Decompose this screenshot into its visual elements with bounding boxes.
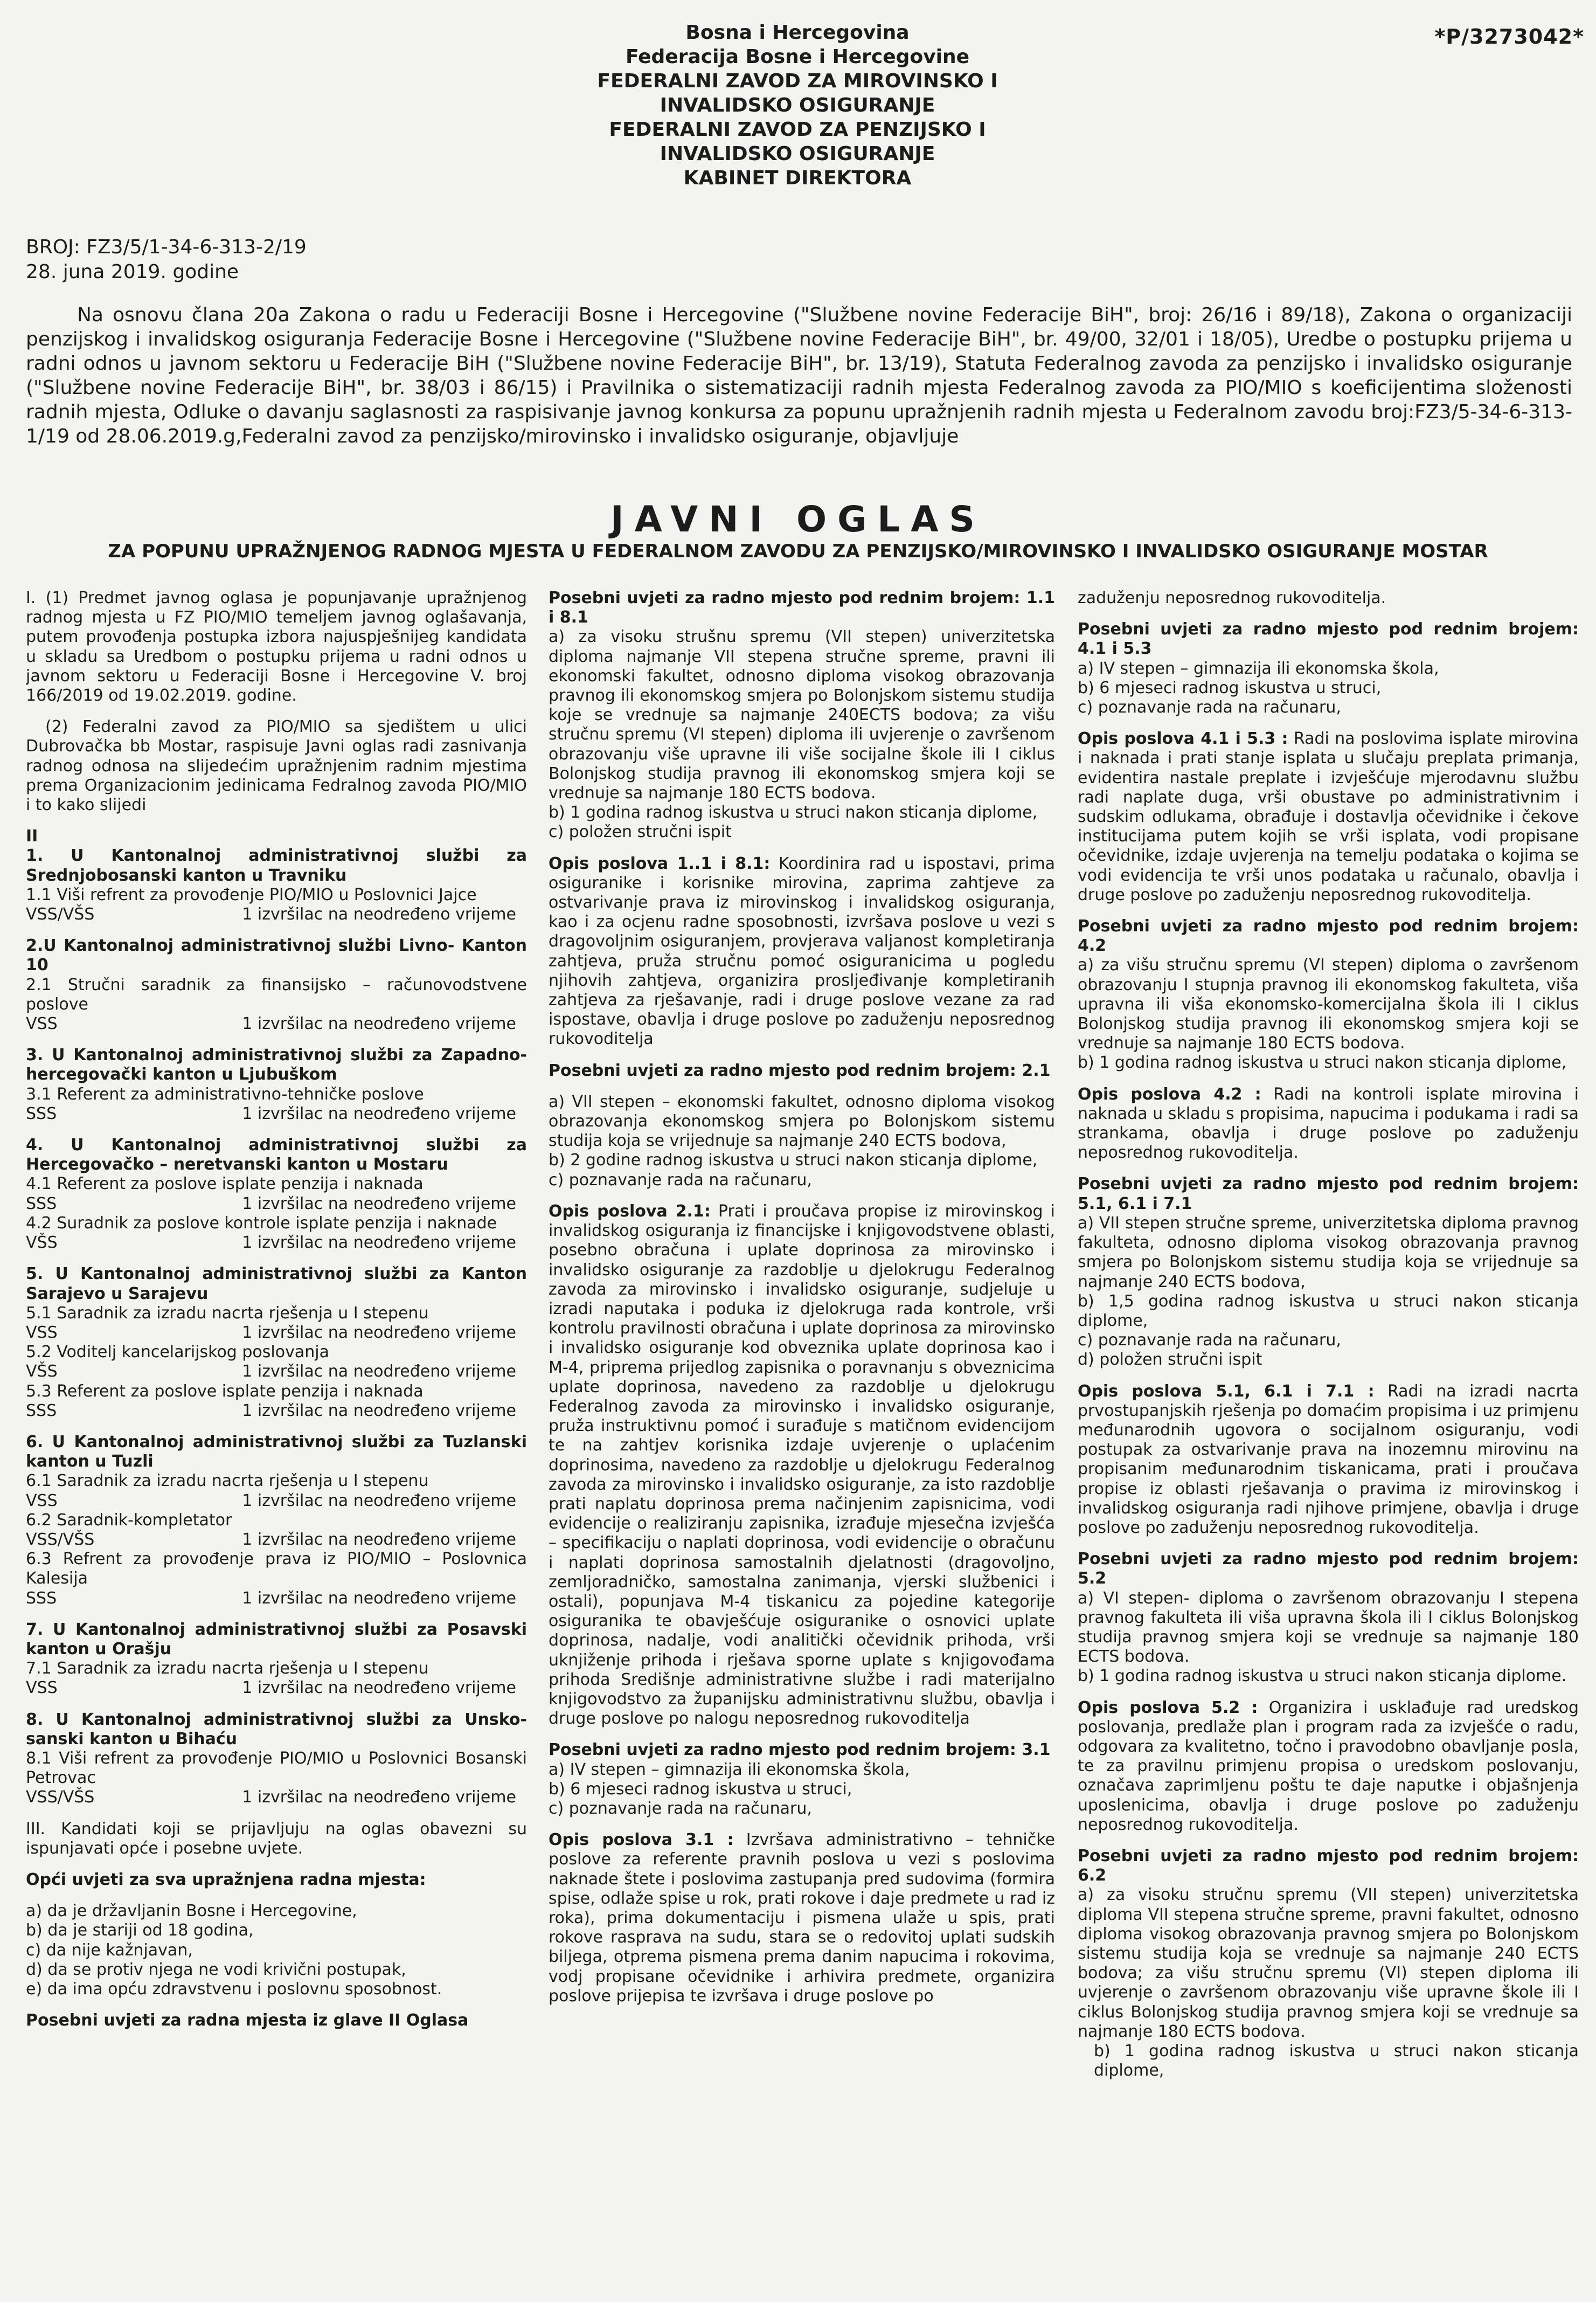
position: 4.2 Suradnik za poslove kontrole isplate penzija i naknade: [26, 1213, 497, 1233]
job-description-text: Radi na kontroli isplate mirovina i naknada u skladu s propisima, napucima i podukama i radi sa strankama, obavlja i druge poslove po zaduženju neposrednog rukovoditelja.: [1078, 1084, 1579, 1163]
section-numeral: II: [26, 827, 38, 846]
qualification: SSS: [26, 1194, 57, 1213]
condition: c) poznavanje rada na računaru,: [549, 1170, 812, 1190]
section-heading: Posebni uvjeti za radno mjesto pod rednim brojem: 2.1: [549, 1061, 1051, 1080]
condition: b) 1,5 godina radnog iskustva u struci nakon sticanja diplome,: [1078, 1291, 1579, 1330]
condition: a) VII stepen – ekonomski fakultet, odnosno diploma visokog obrazovanja ekonomskog smjera po Bolonjskom sistemu studija koja se vrijednuje sa najmanje 240 ECTS bodova,: [549, 1092, 1055, 1151]
condition: c) poznavanje rada na računaru,: [1078, 1331, 1341, 1350]
section-heading: Posebni uvjeti za radno mjesto pod rednim brojem: 6.2: [1078, 1846, 1579, 1885]
section-heading: Posebni uvjeti za radno mjesto pod rednim brojem: 1.1 i 8.1: [549, 589, 1055, 627]
job-description: [1078, 1698, 1579, 1835]
position-row: [26, 1233, 527, 1253]
header-line: INVALIDSKO OSIGURANJE: [660, 94, 935, 116]
position: 6.2 Saradnik-kompletator: [26, 1510, 232, 1530]
vacancy-count: 1 izvršilac na neodređeno vrijeme: [242, 1788, 516, 1807]
job-description: [1078, 729, 1579, 905]
position: 5.2 Voditelj kancelarijskog poslovanja: [26, 1343, 329, 1362]
paragraph: zaduženju neposrednog rukovoditelja.: [1078, 589, 1386, 607]
condition: a) IV stepen – gimnazija ili ekonomska škola,: [1078, 659, 1439, 678]
position: 5.1 Saradnik za izradu nacrta rješenja u I stepenu: [26, 1303, 429, 1323]
condition: a) za visoku strušnu spremu (VII stepen) univerzitetska diploma najmanje VII stepena stručne spreme, pravni ili ekonomski fakultet, odnosno diploma visokog obrazovanja pravnog ili ekonomskog smjera po Bolonjskom sistemu studija koje se vrednuje sa najmanje 240ECTS bodova; za višu stručnu spremu (VI stepen) diploma ili uvjerenje o završenom obrazovanju više upravne ili više socijalne škole ili I ciklus Bolonjskog studija pravnog ili ekonomskog smjera koji se vrednuje sa najmanje 180 ECTS bodova.: [549, 627, 1055, 803]
section-heading: Posebni uvjeti za radno mjesto pod rednim brojem: 5.2: [1078, 1550, 1579, 1588]
page-subtitle: ZA POPUNU UPRAŽNJENOG RADNOG MJESTA U FEDERALNOM ZAVODU ZA PENZIJSKO/MIROVINSKO I INVALIDSKO OSIGURANJE MOSTAR: [108, 541, 1488, 562]
header-line: Federacija Bosne i Hercegovine: [625, 46, 970, 68]
section-heading: Posebni uvjeti za radno mjesto pod rednim brojem: 4.2: [1078, 917, 1579, 956]
condition: b) 1 godina radnog iskustva u struci nakon sticanja diplome.: [1078, 1667, 1567, 1686]
section-heading: 2.U Kantonalnoj administrativnoj službi Livno- Kanton 10: [26, 936, 527, 975]
condition: c) poznavanje rada na računaru,: [1078, 698, 1341, 717]
condition: d) položen stručni ispit: [1078, 1350, 1262, 1370]
vacancy-count: 1 izvršilac na neodređeno vrijeme: [242, 1588, 516, 1608]
vacancy-count: 1 izvršilac na neodređeno vrijeme: [242, 1323, 516, 1342]
vacancy-count: 1 izvršilac na neodređeno vrijeme: [242, 1014, 516, 1034]
job-description: [1078, 1382, 1579, 1538]
vacancy-count: 1 izvršilac na neodređeno vrijeme: [242, 1362, 516, 1381]
vacancy-count: 1 izvršilac na neodređeno vrijeme: [242, 1678, 516, 1698]
list-item: b) da je stariji od 18 godina,: [26, 1921, 254, 1940]
vacancy-count: 1 izvršilac na neodređeno vrijeme: [242, 1194, 516, 1213]
section-heading: Posebni uvjeti za radno mjesto pod rednim brojem: 5.1, 6.1 i 7.1: [1078, 1174, 1579, 1213]
position: 3.1 Referent za administrativno-tehničke poslove: [26, 1084, 424, 1104]
position: 5.3 Referent za poslove isplate penzija i naknada: [26, 1381, 424, 1401]
job-description-text: Izvršava administrativno – tehničke poslove za referente pravnih poslova u vezi s poslovima naknade štete i poslovima zastupanja pred sudovima (formira spise, odlaže spise u rok, prati rokove i daje predmete u rad iz roka), prima dokumentaciju i pismena ulaže u spis, prati rokove rasprava na sudu, stara se o redovitoj uplati sudskih biljega, otprema pismena prema danim napucima i rokovima, vodj propisane očevidnike i arhivira predmete, organizira poslove prijepisa te izvršava i druge poslove po: [549, 1830, 1055, 2006]
job-description: [549, 1830, 1055, 2006]
qualification: SSS: [26, 1104, 57, 1123]
job-description: [1078, 1085, 1579, 1163]
section-heading: 7. U Kantonalnoj administrativnoj službi za Posavski kanton u Orašju: [26, 1620, 527, 1658]
job-description-text: Koordinira rad u ispostavi, prima osiguranike i korisnike mirovina, zaprima zahtjeve za ostvarivanje prava iz mirovinskog i invalidskog osiguranja, kao i za ocjenu radne sposobnosti, izvršava poslove u vezi s dragovoljnim osiguranjem, provjerava valjanost kompletiranja zahtjeva, pruža stručnu pomoć osiguranicima u pogledu njihovih zahtjeva, organizira prosljeđivanje kompletiranih zahtjeva za rješavanje, radi i druge poslove vezane za rad ispostave, obavlja i druge poslove po zaduženju neposrednog rukovoditelja: [549, 854, 1055, 1049]
job-description-label: Opis poslova 1..1 i 8.1:: [549, 854, 771, 873]
job-description-label: Opis poslova 5.1, 6.1 i 7.1 :: [1078, 1381, 1375, 1401]
job-description-text: Radi na poslovima isplate mirovina i naknada i prati stanje isplata u slučaju preplata primanja, evidentira nastale preplate i izvješćuje mjerodavnu službu radi naplate duga, vrši obustave po administrativnim i sudskim odlukama, obrađuje i dostavlja očevidnike i čekove institucijama putem kojih se vrši isplata, vodi propisane očevidnike, izdaje uvjerenja na temelju podataka o kojima se vodi evidencija te vrši unos podataka u računalo, obavlja i druge poslove po zaduženju neposrednog rukovoditelja.: [1078, 729, 1579, 904]
qualification: SSS: [26, 1401, 57, 1420]
qualification: VSS: [26, 1678, 58, 1698]
vacancy-count: 1 izvršilac na neodređeno vrijeme: [242, 1233, 516, 1253]
position-row: [26, 1530, 527, 1550]
position: 2.1 Stručni saradnik za finansijsko – računovodstvene poslove: [26, 975, 527, 1014]
list-item: a) da je državljanin Bosne i Hercegovine,: [26, 1902, 357, 1921]
paragraph: III. Kandidati koji se prijavljuju na oglas obavezni su ispunjavati opće i posebne uvjete.: [26, 1819, 527, 1858]
condition: a) VI stepen- diploma o završenom obrazovanju I stepena pravnog fakulteta ili viša upravna škola ili I ciklus Bolonjskog studija pravnog smjera koji se vrednuje sa najmanje 180 ECTS bodova.: [1078, 1588, 1579, 1667]
position: 1.1 Viši refrent za provođenje PIO/MIO u Poslovnici Jajce: [26, 885, 477, 904]
qualification: VŠS: [26, 1233, 58, 1253]
qualification: VSS: [26, 1014, 58, 1034]
position-row: [26, 1104, 527, 1124]
qualification: VSS/VŠS: [26, 1530, 95, 1549]
job-description: [549, 1202, 1055, 1729]
document-reference: [26, 235, 307, 285]
issuer-header: [512, 20, 1083, 190]
list-item: e) da ima opću zdravstvenu i poslovnu sposobnost.: [26, 1980, 442, 1999]
position-row: [26, 905, 527, 924]
document-date: 28. juna 2019. godine: [26, 261, 239, 283]
header-line: FEDERALNI ZAVOD ZA PENZIJSKO I: [609, 119, 986, 141]
position: 8.1 Viši refrent za provođenje PIO/MIO u Poslovnici Bosanski Petrovac: [26, 1748, 527, 1788]
header-line: INVALIDSKO OSIGURANJE: [660, 143, 935, 165]
job-description-label: Opis poslova 4.1 i 5.3 :: [1078, 729, 1288, 749]
page-title: JAVNI OGLAS: [610, 499, 986, 540]
list-item: c) da nije kažnjavan,: [26, 1940, 193, 1960]
vacancy-count: 1 izvršilac na neodređeno vrijeme: [242, 1491, 516, 1510]
position-row: [26, 1678, 527, 1698]
job-description-text: Organizira i usklađuje rad uredskog poslovanja, predlaže plan i program rada za izvješće o radu, odgovara za kvalitetno, točno i pravodobno obavljanje posla, te za pravilnu primjenu propisa o uredskom poslovanju, označava zaprimljenu poštu te daje naputke i objašnjenja uposlenicima, obavlja i druge poslove po zaduženju neposrednog rukovoditelja.: [1078, 1698, 1579, 1834]
paragraph: (2) Federalni zavod za PIO/MIO sa sjedištem u ulici Dubrovačka bb Mostar, raspisuje Javni oglas radi zasnivanja radnog odnosa na slijedećim upražnjenim radnim mjestima prema Organizacionim jedinicama Fedralnog zavoda PIO/MIO i to kako slijedi: [26, 717, 527, 815]
section-heading: 8. U Kantonalnoj administrativnoj službi za Unsko-sanski kanton u Bihaću: [26, 1710, 527, 1748]
column-left: [26, 589, 527, 2292]
document-number: BROJ: FZ3/5/1-34-6-313-2/19: [26, 236, 307, 258]
job-description-label: Opis poslova 3.1 :: [549, 1830, 734, 1850]
position: 6.1 Saradnik za izradu nacrta rješenja u I stepenu: [26, 1471, 429, 1491]
position-row: [26, 1362, 527, 1381]
qualification: VSS: [26, 1323, 58, 1342]
job-description-text: Radi na izradi nacrta prvostupanjskih rješenja po domaćim propisima i uz primjenu međunarodnih ugovora o socijalnom osiguranju, vodi postupak za ostvarivanje prava na inozemnu mirovinu na propisanim međunarodnim tiskanicama, prati i proučava propise iz oblasti rješavanja o pravima iz mirovinskog i invalidskog osiguranja radi njihove primjene, obavlja i druge poslove po zaduženju neposrednog rukovoditelja.: [1078, 1381, 1579, 1537]
section-heading: Opći uvjeti za sva upražnjena radna mjesta:: [26, 1870, 426, 1889]
paragraph: I. (1) Predmet javnog oglasa je popunjavanje upražnjenog radnog mjesta u FZ PIO/MIO temeljem javnog oglašavanja, putem provođenja postupka izbora najuspješnijeg kandidata u skladu sa Uredbom o postupku prijema u radni odnos u javnom sektoru u Federaciji Bosne i Hercegovine V. broj 166/2019 od 19.02.2019. godine.: [26, 589, 527, 706]
condition: a) za visoku stručnu spremu (VII stepen) univerzitetska diploma VII stepena stručne spreme, pravni fakultet, odnosno diploma visokog obrazovanja pravnog smjera po Bolonjskom sistemu studija koja se vrednuje sa najmanje 240 ECTS bodova; za višu stručnu spremu (VI) stepen diploma ili uvjerenje o završenom obrazovanju više upravne škole ili I ciklus Bolonjskog studija pravnog smjera koji se vrednuje sa najmanje 180 ECTS bodova.: [1078, 1885, 1579, 2041]
position-row: [26, 1194, 527, 1214]
position-row: [26, 1491, 527, 1511]
list-item: d) da se protiv njega ne vodi krivični postupak,: [26, 1960, 406, 1979]
job-description-label: Opis poslova 2.1:: [549, 1201, 711, 1221]
qualification: VŠS: [26, 1362, 58, 1381]
column-right: [1078, 589, 1579, 2292]
position: 6.3 Refrent za provođenje prava iz PIO/MIO – Poslovnica Kalesija: [26, 1550, 527, 1588]
header-line: Bosna i Hercegovina: [685, 22, 910, 44]
position-row: [26, 1788, 527, 1807]
job-description-label: Opis poslova 4.2 :: [1078, 1084, 1261, 1104]
qualification: VSS: [26, 1491, 58, 1510]
vacancy-count: 1 izvršilac na neodređeno vrijeme: [242, 1104, 516, 1123]
qualification: SSS: [26, 1588, 57, 1608]
condition: b) 1 godina radnog iskustva u struci nakon sticanja diplome,: [1078, 1053, 1567, 1073]
condition: b) 1 godina radnog iskustva u struci nakon sticanja diplome,: [1094, 2042, 1579, 2080]
header-line: FEDERALNI ZAVOD ZA MIROVINSKO I: [597, 70, 998, 92]
position-row: [26, 1401, 527, 1421]
position: 7.1 Saradnik za izradu nacrta rješenja u I stepenu: [26, 1659, 429, 1678]
condition: b) 2 godine radnog iskustva u struci nakon sticanja diplome,: [549, 1151, 1038, 1170]
qualification: VSS/VŠS: [26, 1788, 95, 1807]
condition: c) položen stručni ispit: [549, 822, 732, 842]
job-description: [549, 854, 1055, 1049]
vacancy-count: 1 izvršilac na neodređeno vrijeme: [242, 905, 516, 924]
vacancy-count: 1 izvršilac na neodređeno vrijeme: [242, 1401, 516, 1420]
section-heading: Posebni uvjeti za radna mjesta iz glave II Oglasa: [26, 2011, 469, 2030]
condition: a) IV stepen – gimnazija ili ekonomska škola,: [549, 1760, 910, 1779]
intro-paragraph: Na osnovu člana 20a Zakona o radu u Federaciji Bosne i Hercegovine ("Službene novine Federacije BiH", broj: 26/16 i 89/18), Zakona o organizaciji penzijskog i invalidskog osiguranja Federacije Bosne i Hercegovine ("Službene novine Federacije BiH", br. 49/00, 32/01 i 18/05), Uredbe o postupku prijema u radni odnos u javnom sektoru u Federacije BiH ("Službene novine Federacije BiH", br. 13/19), Statuta Federalnog zavoda za penzijsko i invalidsko osiguranje ("Službene novine Federacije BiH", br. 38/03 i 86/15) i Pravilnika o sistematizaciji radnih mjesta Federalnog zavoda za PIO/MIO s koeficijentima složenosti radnih mjesta, Odluke o davanju saglasnosti za raspisivanje javnog konkursa za popunu upražnjenih radnih mjesta u Federalnom zavodu broj:FZ3/5-34-6-313-1/19 od 28.06.2019.g,Federalni zavod za penzijsko/mirovinsko i invalidsko osiguranje, objavljuje: [26, 304, 1572, 447]
position-row: [26, 1014, 527, 1034]
condition: b) 6 mjeseci radnog iskustva u struci,: [1078, 678, 1382, 697]
position-row: [26, 1323, 527, 1343]
section-heading: 1. U Kantonalnoj administrativnoj službi za Srednjobosanski kanton u Travniku: [26, 846, 527, 885]
section-heading: 6. U Kantonalnoj administrativnoj službi za Tuzlanski kanton u Tuzli: [26, 1432, 527, 1471]
position: 4.1 Referent za poslove isplate penzija i naknada: [26, 1174, 424, 1194]
vacancy-count: 1 izvršilac na neodređeno vrijeme: [242, 1530, 516, 1549]
header-line: KABINET DIREKTORA: [683, 167, 912, 189]
section-heading: Posebni uvjeti za radno mjesto pod rednim brojem: 4.1 i 5.3: [1078, 620, 1579, 659]
section-heading: 3. U Kantonalnoj administrativnoj službi za Zapadno-hercegovački kanton u Ljubuškom: [26, 1046, 527, 1084]
condition: c) poznavanje rada na računaru,: [549, 1799, 812, 1818]
position-row: [26, 1589, 527, 1608]
section-heading: Posebni uvjeti za radno mjesto pod rednim brojem: 3.1: [549, 1740, 1051, 1760]
job-description-text: Prati i proučava propise iz mirovinskog i invalidskog osiguranja iz financijske i knjigovodstvene oblasti, posebno obračuna i uplate doprinosa za mirovinsko i invalidsko osiguranje za razdoblje u djelokrugu Federalnog zavoda za mirovinsko i invalidsko osiguranje, sudjeluje u izradi naputaka i poduka iz djelokruga rada kontrole, vrši kontrolu pravilnosti obračuna i uplate doprinosa za mirovinsko i invalidsko osiguranje kod obveznika uplate doprinosa kao i M-4, priprema prijedlog zapisnika o poravnanju s obveznicima uplate doprinosa, navedeno za razdoblje u djelokrugu Federalnog zavoda za mirovinsko i invalidsko osiguranje, pruža instruktivnu pomoć i surađuje s matičnom evidencijom te na zahtjev korisnika izdaje uvjerenje o uplaćenim doprinosima, navedeno za razdoblje u djelokrugu Federalnog zavoda za mirovinsko i invalidsko osiguranje, za isto razdoblje prati naplatu doprinosa prema načinjenim zapisnicima, vodi evidencije o realiziranju zapisnika, izrađuje mjesečna izvješća – specifikaciju o naplati doprinosa, vodi evidencije o obračunu i naplati doprinosa samostalnih djelatnosti (dragovoljno, zemljoradničko, samostalna zanimanja, vjerski službenici i ostali), popunjava M-4 tiskanicu za pojedine kategorije osiguranika te obavješćuje osiguranike o osnovici uplate doprinosa, nadalje, vodi analitički očevidnik prihoda, vrši uknjiženje prihoda i rješava sporne uplate s knjigovođama prihoda Središnje administrativne službe i radi materijalno knjigovodstvo za županijsku administrativnu službu, obavlja i druge poslove po nalogu neposrednog rukovoditelja: [549, 1201, 1055, 1729]
column-middle: [549, 589, 1055, 2292]
section-heading: 4. U Kantonalnoj administrativnoj službi za Hercegovačko – neretvanski kanton u Mostaru: [26, 1136, 527, 1174]
job-description-label: Opis poslova 5.2 :: [1078, 1698, 1258, 1717]
condition: a) VII stepen stručne spreme, univerzitetska diploma pravnog fakulteta, odnosno diploma visokog obrazovanja pravnog smjera po Bolonjskom sistemu studija koja se vrijednuje sa najmanje 240 ECTS bodova,: [1078, 1213, 1579, 1291]
section-heading: 5. U Kantonalnoj administrativnoj službi za Kanton Sarajevo u Sarajevu: [26, 1264, 527, 1303]
qualification: VSS/VŠS: [26, 905, 95, 924]
condition: a) za višu stručnu spremu (VI stepen) diploma o završenom obrazovanju I stupnja pravnog ili ekonomskog fakulteta, viša upravna ili viša ekonomsko-komercijalna škola ili I ciklus Bolonjskog studija pravnog ili ekonomskog smjera koji se vrednuje sa najmanje 180 ECTS bodova.: [1078, 956, 1579, 1053]
condition: b) 1 godina radnog iskustva u struci nakon sticanja diplome,: [549, 803, 1038, 822]
ad-reference-number: *P/3273042*: [1434, 25, 1584, 49]
condition: b) 6 mjeseci radnog iskustva u struci,: [549, 1779, 852, 1799]
